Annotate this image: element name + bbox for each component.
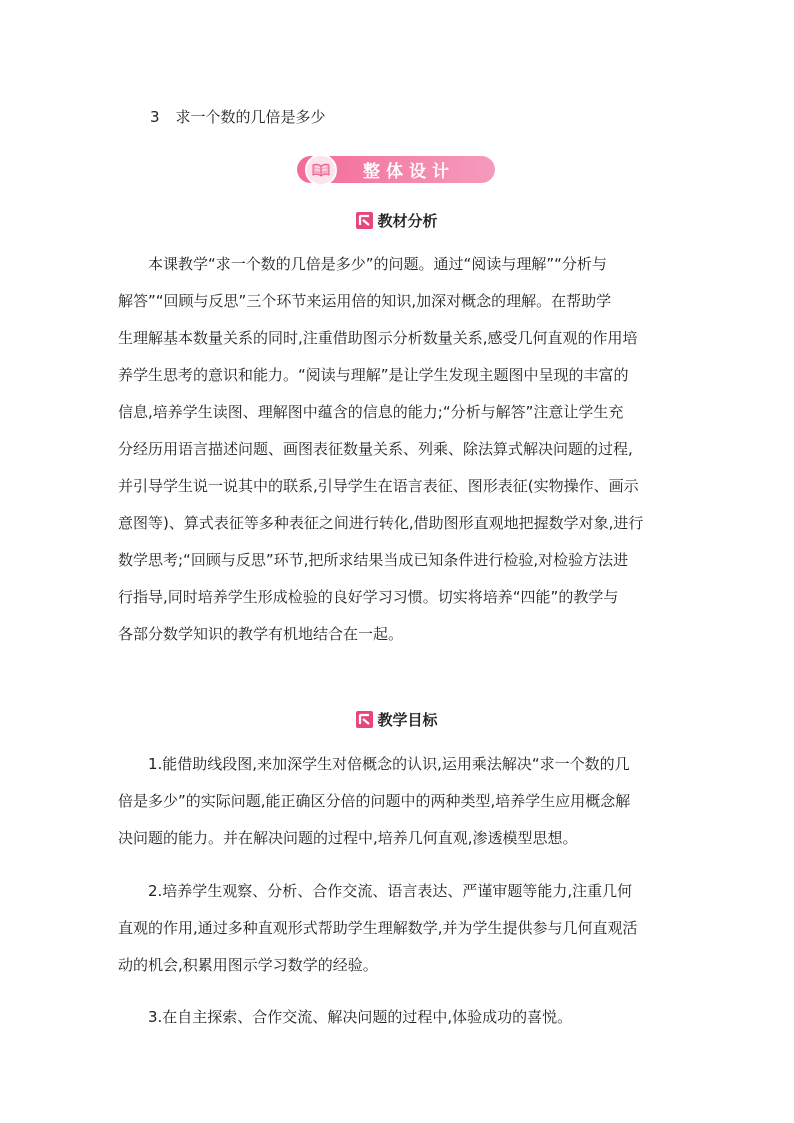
lesson-title: 求一个数的几倍是多少 [175,108,326,126]
analysis-line: 信息,培养学生读图、理解图中蕴含的信息的能力;“分析与解答”注意让学生充 [118,403,624,421]
overall-design-banner [297,156,495,183]
section-heading-analysis [0,209,794,231]
analysis-line: 意图等)、算式表征等多种表征之间进行转化,借助图形直观地把握数学对象,进行 [118,514,644,532]
goal-item-1 [118,746,674,857]
goal-line: 1.能借助线段图,来加深学生对倍概念的认识,运用乘法解决“求一个数的几 [148,755,630,773]
goal-line: 动的机会,积累用图示学习数学的经验。 [118,956,378,974]
goal-line: 决问题的能力。并在解决问题的过程中,培养几何直观,渗透模型思想。 [118,829,578,847]
goal-line: 直观的作用,通过多种直观形式帮助学生理解数学,并为学生提供参与几何直观活 [118,919,638,937]
goal-line: 倍是多少”的实际问题,能正确区分倍的问题中的两种类型,培养学生应用概念解 [118,792,631,810]
analysis-line: 各部分数学知识的教学有机地结合在一起。 [118,625,404,643]
pink-corner-arrow-icon [356,212,373,229]
goal-line: 2.培养学生观察、分析、合作交流、语言表达、严谨审题等能力,注重几何 [148,882,633,900]
goal-item-2 [118,873,674,984]
analysis-line: 养学生思考的意识和能力。“阅读与理解”是让学生发现主题图中呈现的丰富的 [118,366,629,384]
analysis-line: 分经历用语言描述问题、画图表征数量关系、列乘、除法算式解决问题的过程, [118,440,633,458]
goal-line: 3.在自主探索、合作交流、解决问题的过程中,体验成功的喜悦。 [148,1008,573,1026]
analysis-line: 行指导,同时培养学生形成检验的良好学习习惯。切实将培养“四能”的教学与 [118,588,619,606]
analysis-line: 解答”“回顾与反思”三个环节来运用倍的知识,加深对概念的理解。在帮助学 [118,292,612,310]
lesson-number: 3 [150,108,160,126]
analysis-line: 本课教学“求一个数的几倍是多少”的问题。通过“阅读与理解”“分析与 [148,255,607,273]
page-title [150,106,326,128]
section-heading-goals-label: 教学目标 [377,710,438,729]
open-book-icon [305,154,337,186]
analysis-line: 并引导学生说一说其中的联系,引导学生在语言表征、图形表征(实物操作、画示 [118,477,639,495]
analysis-paragraph [118,246,674,653]
goal-item-3 [118,999,674,1036]
section-heading-analysis-label: 教材分析 [377,211,438,230]
analysis-line: 生理解基本数量关系的同时,注重借助图示分析数量关系,感受几何直观的作用培 [118,329,638,347]
banner-label: 整体设计 [363,162,455,182]
section-heading-goals [0,708,794,730]
pink-corner-arrow-icon [356,711,373,728]
analysis-line: 数学思考;“回顾与反思”环节,把所求结果当成已知条件进行检验,对检验方法进 [118,551,629,569]
